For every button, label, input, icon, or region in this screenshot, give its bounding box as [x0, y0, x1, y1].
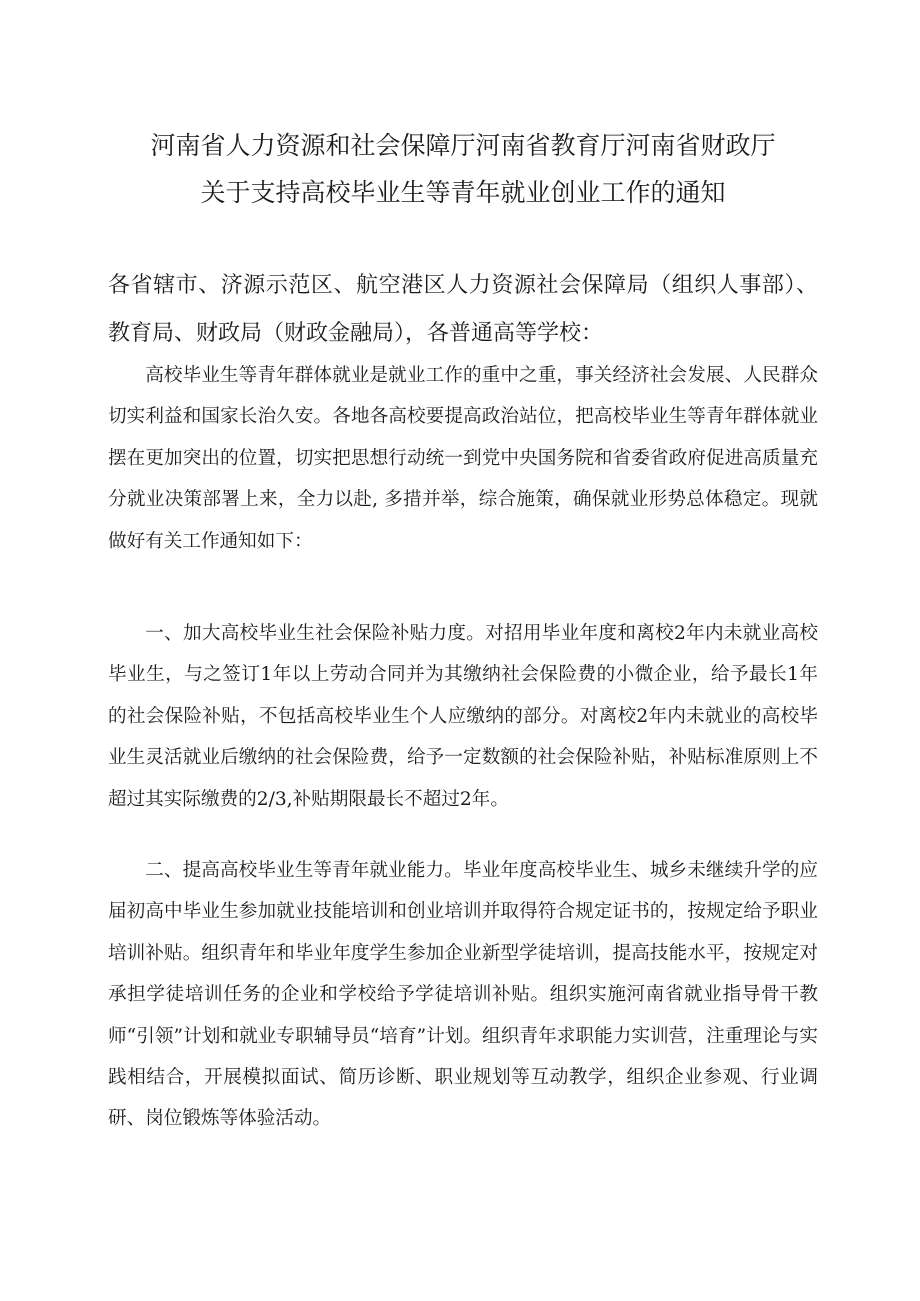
- document-title-line-2: 关于支持高校毕业生等青年就业创业工作的通知: [200, 178, 726, 207]
- paragraph-section-2: 二、提高高校毕业生等青年就业能力。毕业年度高校毕业生、城乡未继续升学的应届初高中毕业生参加就业技能培训和创业培训并取得符合规定证书的，按规定给予职业培训补贴。组织青年和毕业年度学生参加企业新型学徒培训，提高技能水平，按规定对承担学徒培训任务的企业和学校给予学徒培训补贴。组织实施河南省就业指导骨干教师“引领”计划和就业专职辅导员“培育”计划。组织青年求职能力实训营，注重理论与实践相结合，开展模拟面试、简历诊断、职业规划等互动教学，组织企业参观、行业调研、岗位锻炼等体验活动。: [108, 860, 818, 1130]
- salutation: 各省辖市、济源示范区、航空港区人力资源社会保障局（组织人事部）、教育局、财政局（财政金融局），各普通高等学校：: [108, 273, 818, 346]
- paragraph-section-1: 一、加大高校毕业生社会保险补贴力度。对招用毕业年度和离校2年内未就业高校毕业生，与之签订1年以上劳动合同并为其缴纳社会保险费的小微企业，给予最长1年的社会保险补贴，不包括高校毕业生个人应缴纳的部分。对离校2年内未就业的高校毕业生灵活就业后缴纳的社会保险费，给予一定数额的社会保险补贴，补贴标准原则上不超过其实际缴费的2/3,补贴期限最长不超过2年。: [108, 623, 818, 810]
- paragraph-intro: 高校毕业生等青年群体就业是就业工作的重中之重，事关经济社会发展、人民群众切实利益和国家长治久安。各地各高校要提高政治站位，把高校毕业生等青年群体就业摆在更加突出的位置，切实把思想行动统一到党中央国务院和省委省政府促进高质量充分就业决策部署上来，全力以赴, 多措并举，综合施策，确保就业形势总体稳定。现就做好有关工作通知如下：: [108, 365, 818, 552]
- document-title-line-1: 河南省人力资源和社会保障厅河南省教育厅河南省财政厅: [150, 131, 776, 160]
